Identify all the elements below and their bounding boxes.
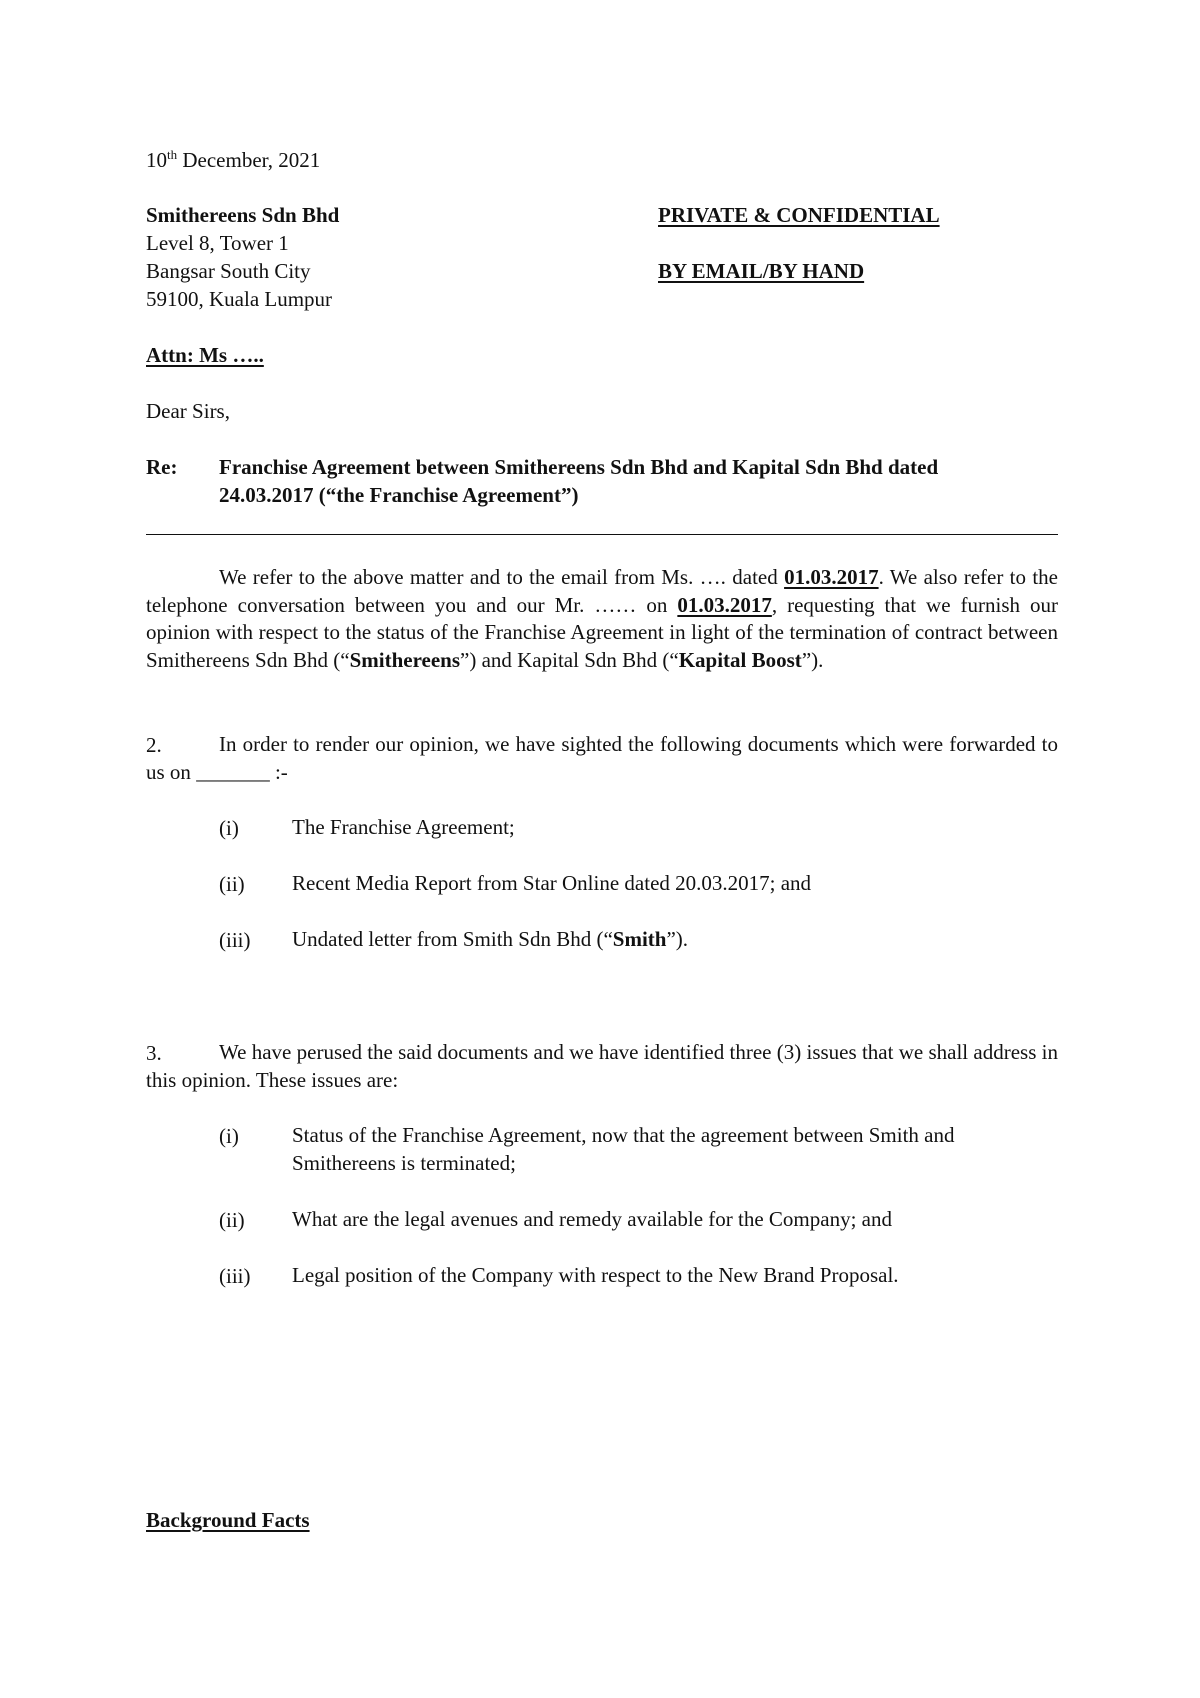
paragraph-2-number: 2. — [146, 733, 162, 757]
doc-item-number: (iii) — [219, 928, 251, 952]
paragraph-3-number: 3. — [146, 1041, 162, 1065]
recipient-address-line1: Level 8, Tower 1 — [146, 231, 289, 255]
paragraph-3: We have perused the said documents and we have identified three (3) issues that we shall address in this opinion. These issues are: — [146, 1040, 1058, 1092]
doc-item-text: Undated letter from Smith Sdn Bhd (“Smith”). — [292, 927, 689, 951]
private-confidential-marking: PRIVATE & CONFIDENTIAL — [658, 203, 940, 227]
defined-term-smithereens: Smithereens — [349, 647, 460, 672]
date-rest: December, 2021 — [177, 148, 321, 172]
doc-item-text: Recent Media Report from Star Online dated 20.03.2017; and — [292, 871, 812, 895]
issue-item-text: Status of the Franchise Agreement, now that the agreement between Smith and Smithereens is terminated; — [292, 1123, 955, 1175]
email-date: 01.03.2017 — [784, 565, 879, 589]
recipient-address-line3: 59100, Kuala Lumpur — [146, 287, 333, 311]
recipient-name: Smithereens Sdn Bhd — [146, 203, 340, 227]
issue-item-text: What are the legal avenues and remedy available for the Company; and — [292, 1207, 892, 1231]
issue-item-number: (i) — [219, 1124, 239, 1148]
issue-item-text: Legal position of the Company with respect to the New Brand Proposal. — [292, 1263, 899, 1287]
blank-date-field: _______ — [196, 759, 270, 784]
defined-term-smith: Smith — [612, 927, 667, 951]
recipient-address-line2: Bangsar South City — [146, 259, 311, 283]
doc-item-text: The Franchise Agreement; — [292, 815, 515, 839]
subject-divider — [146, 534, 1058, 535]
re-label: Re: — [146, 455, 178, 479]
re-subject-line2: 24.03.2017 (“the Franchise Agreement”) — [219, 483, 579, 507]
issue-item-number: (iii) — [219, 1264, 251, 1288]
doc-item-number: (i) — [219, 816, 239, 840]
date-suffix: th — [167, 147, 178, 162]
date-day: 10 — [146, 148, 167, 172]
letter-date — [146, 146, 320, 174]
issue-item-number: (ii) — [219, 1208, 245, 1232]
attention-line: Attn: Ms ….. — [146, 343, 264, 367]
paragraph-2: In order to render our opinion, we have sighted the following documents which were forwarded to us on _______ :- — [146, 732, 1058, 784]
doc-item-number: (ii) — [219, 872, 245, 896]
paragraph-1: We refer to the above matter and to the email from Ms. …. dated 01.03.2017. We also refer to the telephone conversation between you and our Mr. …… on 01.03.2017, requesting that we furnish our opinion with respect to the status of the Franchise Agreement in light of the termination of contract between Smithereens Sdn Bhd (“Smithereens”) and Kapital Sdn Bhd (“Kapital Boost”). — [146, 565, 1058, 672]
defined-term-kapital-boost: Kapital Boost — [678, 647, 802, 672]
re-subject-line1: Franchise Agreement between Smithereens Sdn Bhd and Kapital Sdn Bhd dated — [219, 455, 939, 479]
background-facts-heading: Background Facts — [146, 1508, 310, 1532]
by-email-by-hand-marking: BY EMAIL/BY HAND — [658, 259, 865, 283]
call-date: 01.03.2017 — [677, 592, 772, 617]
salutation: Dear Sirs, — [146, 399, 230, 423]
